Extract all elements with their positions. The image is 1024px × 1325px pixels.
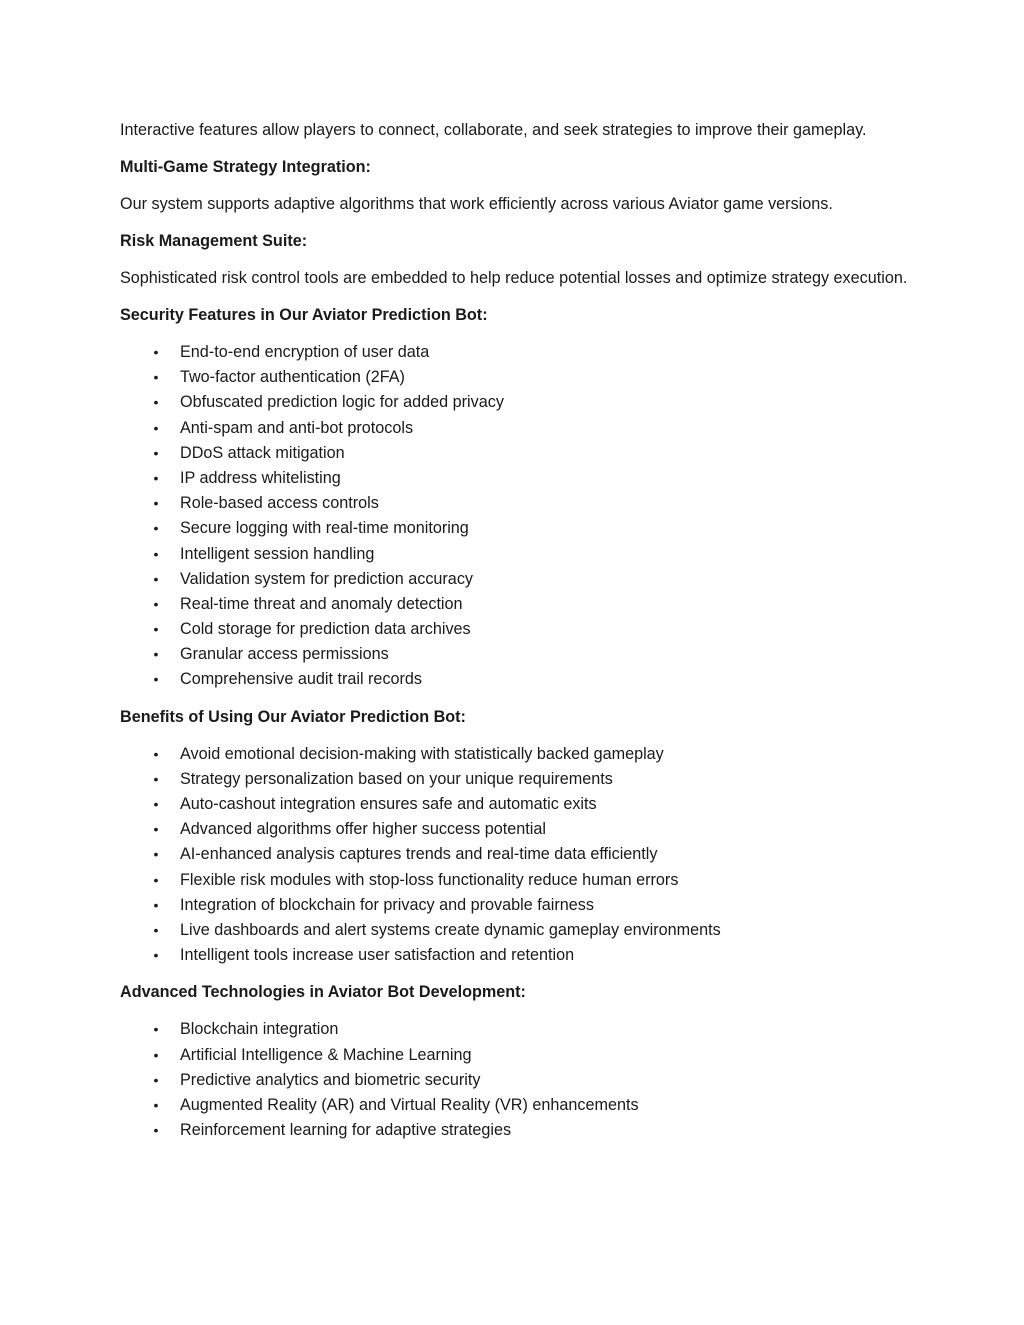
bullet-icon: • [153,646,159,663]
bullet-icon: • [153,871,159,888]
bullet-icon: • [153,469,159,486]
risk-management-paragraph: Sophisticated risk control tools are embedded to help reduce potential losses and optimize strategy execution. [120,269,908,287]
list-item-text: Anti-spam and anti-bot protocols [180,418,414,437]
bullet-icon: • [153,1021,159,1038]
list-item [120,365,910,390]
list-item-text: Intelligent tools increase user satisfaction and retention [180,946,575,965]
list-item-text: Granular access permissions [180,645,389,664]
list-item [120,542,910,567]
list-item-text: DDoS attack mitigation [180,443,345,462]
list-item-text: Real-time threat and anomaly detection [180,594,463,613]
bullet-icon: • [153,419,159,436]
bullet-icon: • [153,344,159,360]
bullet-icon: • [153,1071,159,1088]
list-item [120,1118,910,1143]
intro-paragraph: Interactive features allow players to connect, collaborate, and seek strategies to improve their gameplay. [120,121,867,139]
list-item [120,416,910,441]
list-item [120,1068,910,1093]
bullet-icon: • [153,545,159,562]
list-item-text: IP address whitelisting [180,468,341,487]
risk-management-heading: Risk Management Suite: [120,232,308,250]
bullet-icon: • [153,369,159,386]
list-item-text: Cold storage for prediction data archives [180,620,471,639]
list-item [120,943,910,968]
bullet-icon: • [153,621,159,638]
bullet-icon: • [153,770,159,787]
list-item [120,817,910,842]
bullet-icon: • [153,570,159,587]
bullet-icon: • [153,495,159,512]
bullet-icon: • [153,1096,159,1113]
benefits-heading: Benefits of Using Our Aviator Prediction Bot: [120,707,466,726]
bullet-icon: • [153,1046,159,1063]
list-item-text: Reinforcement learning for adaptive strategies [180,1121,512,1140]
list-item [120,893,910,918]
list-item-text: End-to-end encryption of user data [180,343,430,361]
list-item [120,390,910,415]
list-item [120,792,910,817]
document-page [120,118,910,1155]
bullet-icon: • [153,821,159,838]
list-item-text: Intelligent session handling [180,544,375,563]
list-item [120,567,910,592]
bullet-icon: • [153,444,159,461]
list-item-text: Avoid emotional decision-making with statistically backed gameplay [180,744,664,763]
list-item-text: Comprehensive audit trail records [180,670,423,689]
list-item [120,742,910,767]
bullet-icon: • [153,520,159,537]
security-list [120,340,910,693]
list-item-text: Advanced algorithms offer higher success potential [180,820,546,839]
benefits-list [120,742,910,969]
list-item-text: Augmented Reality (AR) and Virtual Reality (VR) enhancements [180,1095,639,1114]
list-item [120,842,910,867]
list-item [120,592,910,617]
list-item [120,1043,910,1068]
list-item-text: Live dashboards and alert systems create dynamic gameplay environments [180,920,721,939]
technologies-list [120,1017,910,1143]
security-heading: Security Features in Our Aviator Prediction Bot: [120,306,488,324]
list-item [120,340,910,365]
technologies-heading: Advanced Technologies in Aviator Bot Development: [120,983,526,1002]
bullet-icon: • [153,921,159,938]
list-item-text: Flexible risk modules with stop-loss functionality reduce human errors [180,870,679,889]
list-item [120,516,910,541]
list-item [120,868,910,893]
list-item-text: Integration of blockchain for privacy and provable fairness [180,895,594,914]
bullet-icon: • [153,896,159,913]
list-item-text: Secure logging with real-time monitoring [180,519,469,538]
bullet-icon: • [153,595,159,612]
list-item-text: Predictive analytics and biometric security [180,1070,481,1089]
list-item [120,491,910,516]
bullet-icon: • [153,394,159,411]
list-item [120,642,910,667]
list-item [120,667,910,692]
bullet-icon: • [153,796,159,812]
list-item [120,918,910,943]
bullet-icon: • [153,1122,159,1139]
list-item-text: Strategy personalization based on your unique requirements [180,769,613,788]
multi-game-heading: Multi-Game Strategy Integration: [120,158,371,176]
list-item-text: Blockchain integration [180,1020,339,1039]
list-item [120,1017,910,1042]
list-item-text: AI-enhanced analysis captures trends and real-time data efficiently [180,845,658,864]
bullet-icon: • [153,947,159,964]
list-item-text: Validation system for prediction accuracy [180,569,474,588]
bullet-icon: • [153,846,159,863]
bullet-icon: • [153,671,159,688]
list-item [120,767,910,792]
list-item-text: Obfuscated prediction logic for added privacy [180,393,504,412]
list-item-text: Two-factor authentication (2FA) [180,368,405,387]
list-item [120,617,910,642]
list-item-text: Role-based access controls [180,494,379,513]
list-item [120,441,910,466]
list-item [120,466,910,491]
bullet-icon: • [153,745,159,762]
list-item-text: Artificial Intelligence & Machine Learning [180,1045,472,1064]
multi-game-paragraph: Our system supports adaptive algorithms that work efficiently across various Aviator game versions. [120,195,833,213]
list-item-text: Auto-cashout integration ensures safe and automatic exits [180,795,597,813]
list-item [120,1093,910,1118]
